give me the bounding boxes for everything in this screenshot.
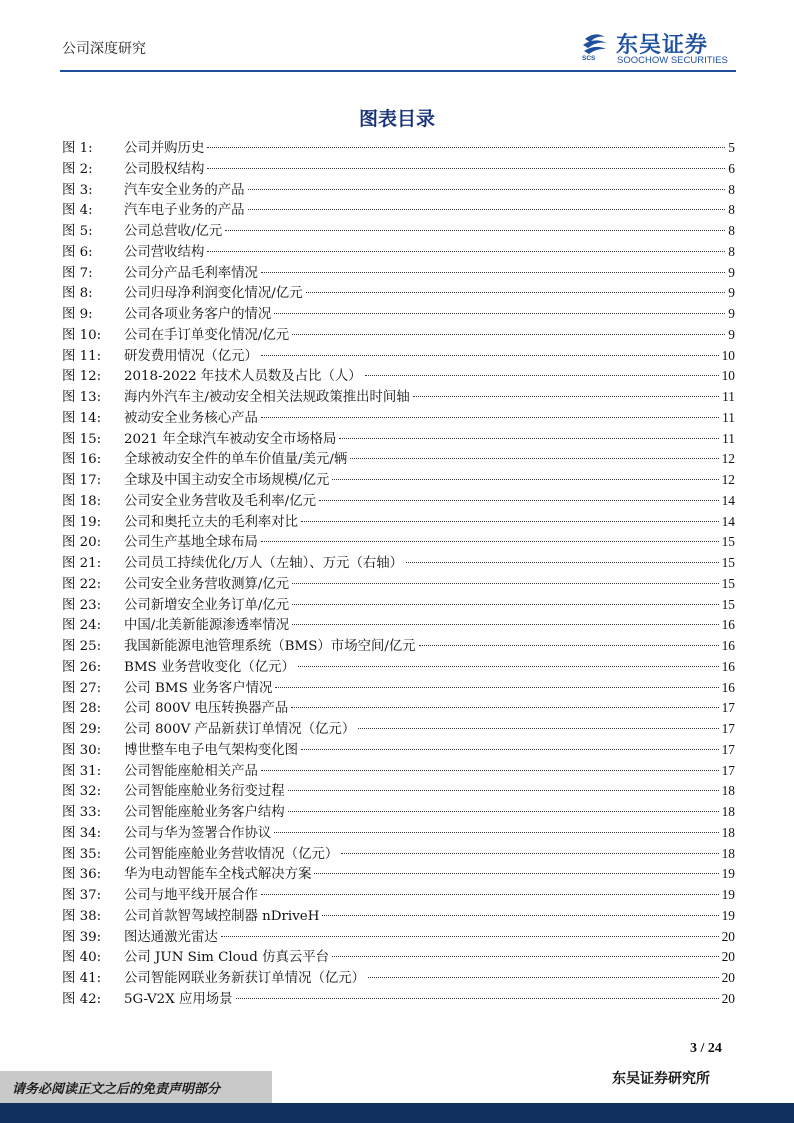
toc-entry[interactable]	[62, 678, 735, 699]
toc-entry-label: 图 17:	[62, 473, 102, 488]
toc-dot-leader	[207, 251, 725, 252]
toc-entry[interactable]	[62, 242, 735, 263]
toc-entry[interactable]	[62, 221, 735, 242]
toc-entry-title: 博世整车电子电气架构变化图	[124, 742, 299, 758]
toc-entry-label: 图 40:	[62, 950, 102, 966]
logo-name-cn: 东吴证券	[616, 33, 709, 58]
toc-entry-title: 公司营收结构	[124, 244, 205, 260]
toc-entry[interactable]	[62, 719, 735, 740]
toc-entry[interactable]	[62, 200, 735, 221]
toc-entry-page: 17	[721, 741, 735, 757]
toc-entry-label: 图 27:	[62, 680, 102, 696]
toc-dot-leader	[332, 956, 719, 957]
toc-entry-title: 公司智能座舱业务客户结构	[124, 805, 285, 820]
toc-dot-leader	[274, 832, 718, 833]
toc-entry-page: 19	[721, 866, 735, 882]
toc-dot-leader	[306, 292, 726, 293]
toc-entry-label: 图 8:	[62, 286, 93, 302]
toc-entry[interactable]	[62, 159, 735, 180]
toc-dot-leader	[261, 770, 719, 771]
toc-entry-title: 公司安全业务营收及毛利率/亿元	[124, 493, 316, 509]
footer-bar	[0, 1103, 794, 1123]
toc-entry-label: 图 21:	[62, 556, 102, 571]
toc-dot-leader	[225, 230, 725, 231]
toc-entry-page: 11	[722, 430, 735, 446]
toc-dot-leader	[292, 334, 725, 335]
toc-dot-leader	[314, 873, 718, 874]
toc-entry-label: 图 22:	[62, 576, 102, 592]
toc-entry-page: 15	[721, 555, 735, 570]
toc-dot-leader	[221, 936, 719, 937]
toc-entry-label: 图 28:	[62, 701, 102, 717]
toc-dot-leader	[261, 355, 719, 356]
toc-entry-label: 图 15:	[62, 431, 102, 447]
toc-entry-title: 汽车安全业务的产品	[124, 182, 245, 198]
toc-entry[interactable]	[62, 761, 735, 782]
toc-entry[interactable]	[62, 574, 735, 595]
toc-dot-leader	[319, 500, 719, 501]
toc-entry-title: 研发费用情况（亿元）	[124, 348, 258, 364]
toc-entry-page: 16	[721, 638, 735, 653]
toc-entry[interactable]	[62, 283, 735, 304]
toc-entry-title: 公司与地平线开展合作	[124, 888, 258, 903]
toc-dot-leader	[339, 438, 719, 439]
toc-entry-page: 8	[728, 202, 735, 218]
toc-entry-label: 图 19:	[62, 514, 102, 530]
toc-dot-leader	[261, 541, 719, 542]
toc-entry[interactable]	[62, 429, 735, 450]
toc-entry-page: 20	[721, 970, 735, 985]
toc-entry-page: 18	[721, 804, 735, 819]
toc-entry-title: 公司新增安全业务订单/亿元	[124, 597, 290, 613]
toc-entry[interactable]	[62, 885, 735, 906]
toc-entry-label: 图 25:	[62, 639, 102, 654]
toc-dot-leader	[292, 624, 718, 625]
toc-entry-page: 20	[721, 949, 735, 965]
toc-entry-page: 17	[721, 762, 735, 778]
toc-dot-leader	[301, 521, 719, 522]
toc-entry-page: 16	[721, 679, 735, 695]
toc-entry-title: 被动安全业务核心产品	[124, 410, 258, 426]
toc-entry-page: 6	[728, 160, 735, 176]
toc-entry-page: 11	[722, 389, 735, 404]
toc-entry-label: 图 37:	[62, 888, 102, 903]
toc-entry-label: 图 36:	[62, 867, 102, 883]
toc-entry-label: 图 26:	[62, 659, 102, 675]
toc-dot-leader	[332, 479, 718, 480]
toc-entry-page: 5	[728, 140, 735, 155]
toc-entry-label: 图 29:	[62, 722, 102, 737]
toc-entry-label: 图 13:	[62, 390, 102, 405]
toc-entry-title: 公司分产品毛利率情况	[124, 265, 258, 281]
toc-dot-leader	[207, 168, 725, 169]
institute-name: 东吴证券研究所	[612, 1071, 710, 1087]
toc-entry-title: 公司生产基地全球布局	[124, 535, 258, 551]
toc-entry-page: 8	[728, 243, 735, 259]
toc-dot-leader	[413, 396, 719, 397]
toc-entry-label: 图 39:	[62, 929, 102, 945]
toc-entry-title: 我国新能源电池管理系统（BMS）市场空间/亿元	[124, 639, 416, 654]
toc-entry-label: 图 24:	[62, 618, 102, 634]
toc-entry[interactable]	[62, 408, 735, 429]
toc-dot-leader	[288, 811, 719, 812]
toc-entry-label: 图 18:	[62, 493, 102, 509]
toc-entry[interactable]	[62, 968, 735, 989]
toc-entry-page: 14	[721, 492, 735, 508]
toc-entry-page: 17	[721, 700, 735, 716]
toc-entry-label: 图 41:	[62, 971, 102, 986]
toc-entry[interactable]	[62, 927, 735, 948]
toc-dot-leader	[291, 707, 718, 708]
toc-dot-leader	[419, 645, 719, 646]
toc-entry[interactable]	[62, 781, 735, 802]
toc-entry-title: 2018-2022 年技术人员数及占比（人）	[124, 369, 362, 385]
toc-entry-label: 图 7:	[62, 265, 93, 281]
toc-entry-title: 公司 800V 电压转换器产品	[124, 701, 289, 717]
toc-entry-label: 图 3:	[62, 182, 93, 198]
toc-entry-title: 5G-V2X 应用场景	[124, 991, 233, 1007]
report-type: 公司深度研究	[62, 41, 146, 57]
toc-entry-page: 9	[728, 306, 735, 321]
toc-entry[interactable]	[62, 263, 735, 284]
toc-entry[interactable]	[62, 823, 735, 844]
header-divider	[60, 70, 736, 72]
toc-entry-title: 公司智能网联业务新获订单情况（亿元）	[124, 971, 366, 986]
toc-entry-label: 图 5:	[62, 224, 93, 239]
toc-entry-page: 8	[728, 223, 735, 238]
toc-entry-page: 16	[721, 658, 735, 674]
toc-entry-title: 公司 JUN Sim Cloud 仿真云平台	[124, 950, 330, 966]
toc-entry-page: 9	[728, 285, 735, 301]
toc-entry-title: 公司智能座舱业务营收情况（亿元）	[124, 846, 339, 862]
toc-entry-label: 图 23:	[62, 597, 102, 613]
toc-entry[interactable]	[62, 325, 735, 346]
figure-index	[62, 138, 735, 1010]
toc-entry-title: 公司安全业务营收测算/亿元	[124, 576, 290, 592]
toc-entry-title: 华为电动智能车全栈式解决方案	[124, 867, 312, 883]
toc-entry[interactable]	[62, 636, 735, 657]
toc-entry-label: 图 34:	[62, 825, 102, 841]
toc-entry-page: 20	[721, 928, 735, 944]
toc-entry-title: 公司 BMS 业务客户情况	[124, 680, 273, 696]
toc-entry-title: 公司 800V 产品新获订单情况（亿元）	[124, 722, 356, 737]
disclaimer-banner	[0, 1071, 272, 1103]
toc-entry[interactable]	[62, 366, 735, 387]
toc-entry-page: 15	[721, 534, 735, 550]
toc-dot-leader	[248, 209, 726, 210]
toc-entry-label: 图 6:	[62, 244, 93, 260]
disclaimer-text: 请务必阅读正文之后的免责声明部分	[12, 1082, 221, 1097]
toc-entry-label: 图 14:	[62, 410, 102, 426]
toc-entry-label: 图 20:	[62, 535, 102, 551]
toc-entry-page: 11	[722, 409, 735, 425]
toc-entry-page: 19	[721, 907, 735, 923]
toc-entry[interactable]	[62, 947, 735, 968]
toc-entry-page: 18	[721, 824, 735, 840]
toc-entry[interactable]	[62, 906, 735, 927]
toc-entry[interactable]	[62, 740, 735, 761]
logo-mark-text: SCS	[582, 55, 596, 60]
toc-entry-label: 图 35:	[62, 846, 102, 862]
toc-entry-label: 图 38:	[62, 908, 102, 924]
toc-dot-leader	[406, 562, 719, 563]
page-number: 3 / 24	[690, 1041, 722, 1056]
toc-entry[interactable]	[62, 138, 735, 159]
toc-entry[interactable]	[62, 615, 735, 636]
toc-entry[interactable]	[62, 864, 735, 885]
toc-entry-title: 公司并购历史	[124, 141, 205, 156]
toc-entry-label: 图 11:	[62, 348, 102, 364]
toc-dot-leader	[275, 687, 718, 688]
toc-entry-title: 图达通激光雷达	[124, 929, 218, 945]
toc-dot-leader	[368, 977, 719, 978]
soochow-logo-icon	[580, 30, 610, 60]
toc-entry-title: 公司和奥托立夫的毛利率对比	[124, 514, 299, 530]
toc-entry-page: 12	[721, 472, 735, 487]
toc-entry-page: 14	[721, 513, 735, 529]
toc-entry-label: 图 30:	[62, 742, 102, 758]
toc-entry[interactable]	[62, 491, 735, 512]
toc-entry[interactable]	[62, 698, 735, 719]
toc-entry-page: 8	[728, 181, 735, 197]
toc-entry-page: 16	[721, 617, 735, 633]
toc-dot-leader	[261, 894, 719, 895]
toc-dot-leader	[274, 313, 725, 314]
toc-entry-page: 10	[721, 347, 735, 363]
toc-entry[interactable]	[62, 657, 735, 678]
toc-entry-page: 18	[721, 783, 735, 799]
company-logo	[580, 30, 740, 66]
toc-entry[interactable]	[62, 449, 735, 470]
toc-entry-title: 海内外汽车主/被动安全相关法规政策推出时间轴	[124, 390, 410, 405]
toc-dot-leader	[236, 998, 719, 999]
toc-entry[interactable]	[62, 844, 735, 865]
toc-dot-leader	[288, 790, 719, 791]
toc-entry[interactable]	[62, 470, 735, 491]
toc-entry[interactable]	[62, 346, 735, 367]
toc-entry-page: 20	[721, 990, 735, 1006]
toc-entry-label: 图 33:	[62, 805, 102, 820]
toc-entry-title: 公司员工持续优化/万人（左轴）、万元（右轴）	[124, 556, 404, 571]
toc-entry-title: 公司与华为签署合作协议	[124, 825, 272, 841]
toc-entry-title: 汽车电子业务的产品	[124, 203, 245, 219]
toc-entry-label: 图 16:	[62, 452, 102, 468]
toc-entry-title: BMS 业务营收变化（亿元）	[124, 659, 295, 675]
toc-dot-leader	[358, 728, 718, 729]
toc-dot-leader	[298, 666, 719, 667]
toc-dot-leader	[322, 915, 718, 916]
toc-entry[interactable]	[62, 595, 735, 616]
toc-dot-leader	[261, 417, 719, 418]
toc-entry-page: 15	[721, 596, 735, 612]
toc-entry-label: 图 12:	[62, 369, 102, 385]
toc-entry-title: 全球及中国主动安全市场规模/亿元	[124, 473, 330, 488]
toc-entry-title: 公司股权结构	[124, 161, 205, 177]
toc-entry-page: 18	[721, 845, 735, 861]
toc-entry-title: 公司归母净利润变化情况/亿元	[124, 286, 303, 302]
toc-entry-label: 图 32:	[62, 784, 102, 800]
toc-entry[interactable]	[62, 989, 735, 1010]
toc-dot-leader	[292, 604, 718, 605]
toc-entry-title: 2021 年全球汽车被动安全市场格局	[124, 431, 337, 447]
toc-entry-title: 公司首款智驾域控制器 nDriveH	[124, 908, 320, 924]
toc-dot-leader	[350, 458, 718, 459]
toc-dot-leader	[301, 749, 719, 750]
toc-entry-title: 公司在手订单变化情况/亿元	[124, 327, 290, 343]
toc-entry-page: 9	[728, 326, 735, 342]
toc-entry[interactable]	[62, 387, 735, 408]
toc-entry-label: 图 1:	[62, 141, 93, 156]
logo-name-en: SOOCHOW SECURITIES	[617, 55, 728, 66]
toc-entry[interactable]	[62, 180, 735, 201]
toc-entry-title: 公司智能座舱业务衍变过程	[124, 784, 285, 800]
toc-entry-page: 17	[721, 721, 735, 736]
toc-entry-label: 图 42:	[62, 991, 102, 1007]
toc-entry[interactable]	[62, 532, 735, 553]
toc-entry-page: 10	[721, 368, 735, 384]
toc-entry-label: 图 9:	[62, 307, 93, 322]
toc-dot-leader	[261, 272, 725, 273]
toc-dot-leader	[248, 189, 726, 190]
toc-entry-label: 图 4:	[62, 203, 93, 219]
toc-entry-label: 图 10:	[62, 327, 102, 343]
toc-entry-label: 图 2:	[62, 161, 93, 177]
toc-entry-title: 全球被动安全件的单车价值量/美元/辆	[124, 452, 348, 468]
toc-entry[interactable]	[62, 802, 735, 823]
toc-entry-page: 12	[721, 451, 735, 467]
toc-entry-title: 公司智能座舱相关产品	[124, 763, 258, 779]
toc-entry[interactable]	[62, 304, 735, 325]
toc-entry[interactable]	[62, 553, 735, 574]
toc-entry-page: 15	[721, 575, 735, 591]
toc-entry-title: 中国/北美新能源渗透率情况	[124, 618, 290, 634]
toc-dot-leader	[207, 147, 725, 148]
page-title: 图表目录	[358, 108, 435, 130]
toc-entry-page: 19	[721, 887, 735, 902]
toc-entry-title: 公司各项业务客户的情况	[124, 307, 272, 322]
toc-dot-leader	[292, 583, 718, 584]
toc-entry-label: 图 31:	[62, 763, 102, 779]
toc-entry-title: 公司总营收/亿元	[124, 224, 223, 239]
toc-dot-leader	[365, 375, 719, 376]
toc-entry[interactable]	[62, 512, 735, 533]
toc-entry-page: 9	[728, 264, 735, 280]
toc-dot-leader	[341, 853, 718, 854]
